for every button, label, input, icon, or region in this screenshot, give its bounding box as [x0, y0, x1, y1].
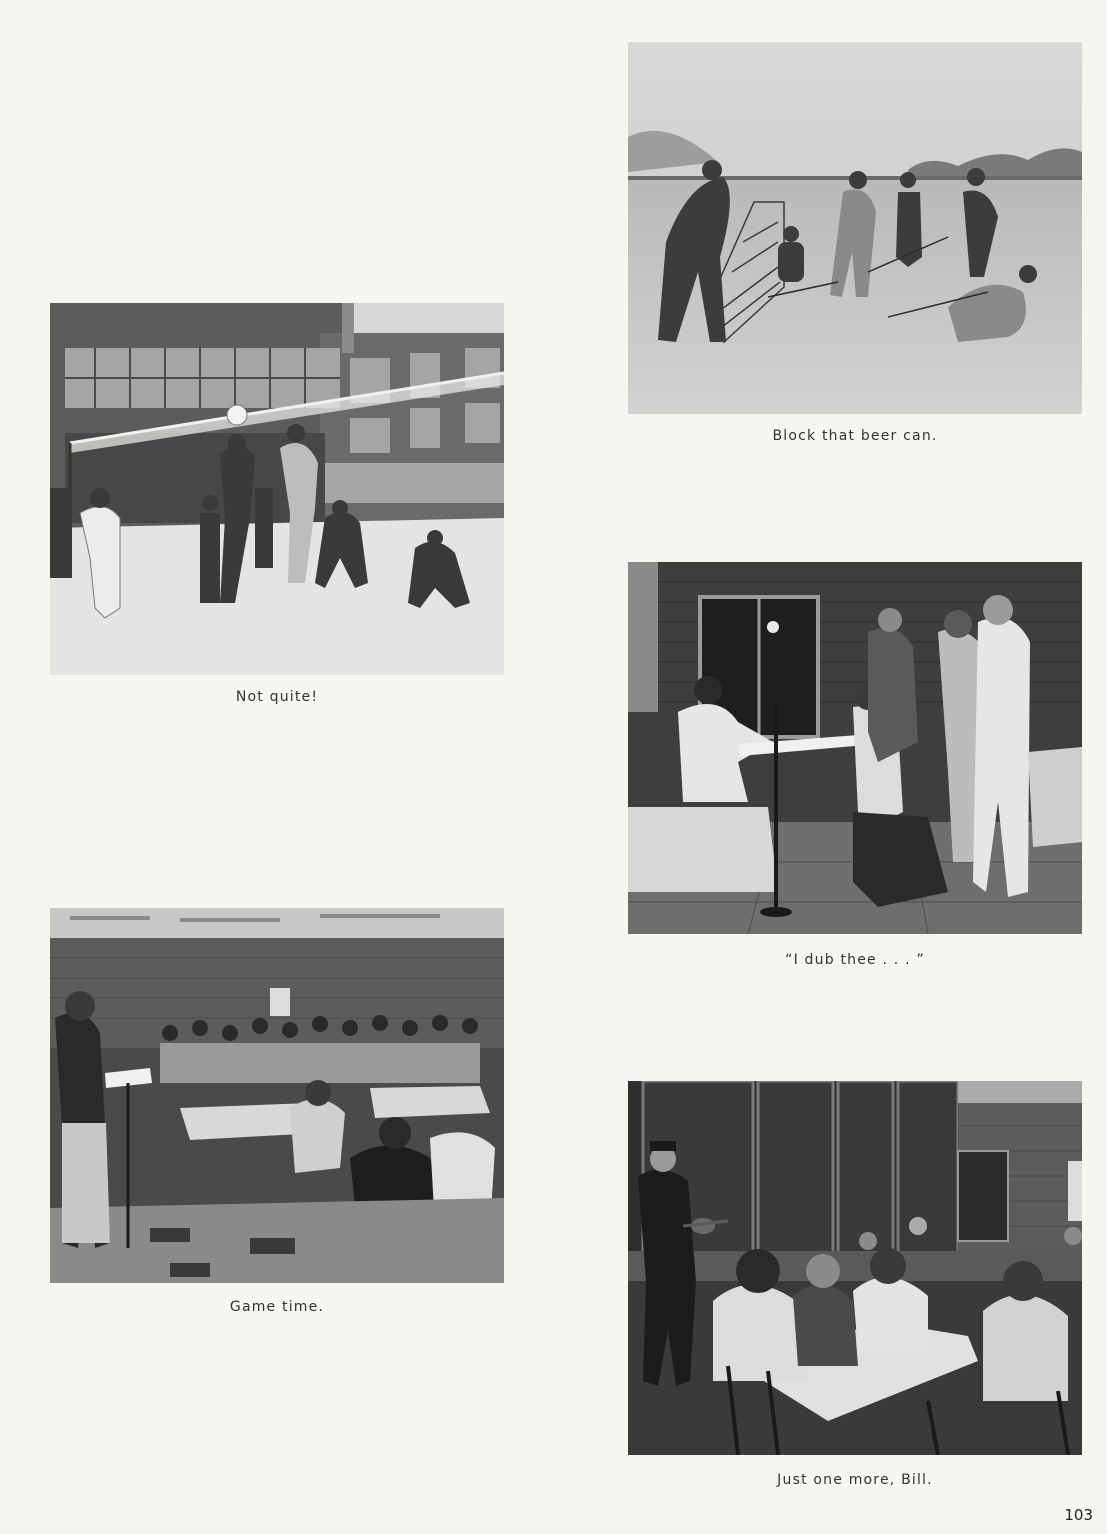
photo-ice-hockey: [628, 42, 1082, 414]
photo-knighting: [628, 562, 1082, 934]
ice-hockey-image: [628, 42, 1082, 414]
caption-game-time: Game time.: [229, 1299, 325, 1315]
knighting-image: [628, 562, 1082, 934]
page-number: 103: [1064, 1506, 1093, 1524]
game-time-image: [50, 908, 504, 1283]
caption-knighting: “I dub thee . . . ”: [785, 952, 925, 968]
caption-volleyball: Not quite!: [235, 689, 319, 705]
photo-volleyball: [50, 303, 504, 675]
caption-singer: Just one more, Bill.: [777, 1472, 933, 1488]
volleyball-image: [50, 303, 504, 675]
photo-game-time: [50, 908, 504, 1283]
caption-ice-hockey: Block that beer can.: [772, 428, 938, 444]
singer-image: [628, 1081, 1082, 1455]
photo-singer: [628, 1081, 1082, 1455]
